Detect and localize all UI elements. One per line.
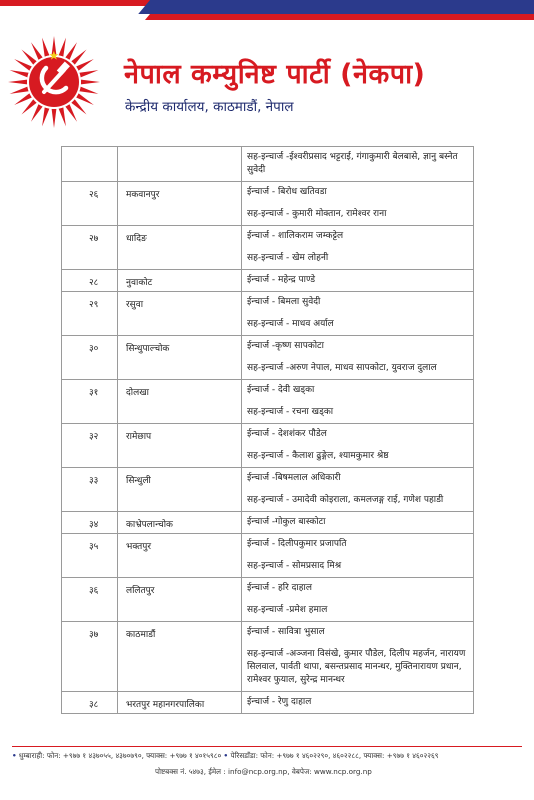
incharge-line: ईन्चार्ज - दिलीपकुमार प्रजापति xyxy=(247,539,347,549)
district-name: दोलखा xyxy=(118,380,242,424)
district-name: काभ्रेपलान्चोक xyxy=(118,512,242,534)
incharge-line: सह-इन्चार्ज - उमादेवी कोइराला, कमलजङ्ग राई, गणेश पहाडी xyxy=(247,495,444,505)
incharge-list xyxy=(242,692,474,714)
party-name: नेपाल कम्युनिष्ट पार्टी (नेकपा) xyxy=(124,59,426,90)
table-row xyxy=(62,622,474,692)
incharge-line: ईन्चार्ज -गोकुल बास्कोटा xyxy=(247,517,326,527)
incharge-list xyxy=(242,226,474,270)
table-row xyxy=(62,692,474,714)
bullet-icon: • xyxy=(12,751,17,760)
incharge-list xyxy=(242,468,474,512)
bullet-icon: • xyxy=(223,751,229,760)
incharge-line: ईन्चार्ज - देशशंकर पौडेल xyxy=(247,429,327,439)
footer-postbox: पोष्टबक्स नं. ५४७३, ईमेल : info@ncp.org.np, वेबपेज: www.ncp.org.np xyxy=(155,767,372,776)
incharge-line: सह-इन्चार्ज - खेम लोहनी xyxy=(247,253,329,263)
district-name: सिन्धुपाल्चोक xyxy=(118,336,242,380)
incharge-list xyxy=(242,182,474,226)
incharge-line: सह-इन्चार्ज -अञ्जना विसंखे, कुमार पौडेल, दिलीप महर्जन, नारायण xyxy=(247,649,466,659)
incharge-list xyxy=(242,512,474,534)
row-number: ३६ xyxy=(62,578,118,622)
incharge-line: ईन्चार्ज - हरि दाहाल xyxy=(247,583,312,593)
table-row xyxy=(62,578,474,622)
row-number: २९ xyxy=(62,292,118,336)
incharge-list xyxy=(242,270,474,292)
footer xyxy=(12,751,524,777)
row-number: ३७ xyxy=(62,622,118,692)
incharge-line: रामेश्वर फुयाल, सुरेन्द्र मानन्धर xyxy=(247,675,345,685)
table-row xyxy=(62,292,474,336)
row-number xyxy=(62,147,118,182)
incharge-line: सह-इन्चार्ज - माधव अर्याल xyxy=(247,319,334,329)
table-row xyxy=(62,336,474,380)
incharge-line: ईन्चार्ज -बिषमलाल अधिकारी xyxy=(247,473,341,483)
incharge-line: सह-इन्चार्ज - कुमारी मोक्तान, रामेश्वर राना xyxy=(247,209,387,219)
table-row xyxy=(62,147,474,182)
table-row xyxy=(62,380,474,424)
incharge-line: सह-इन्चार्ज - कैलाश ढुङ्गेल, श्यामकुमार श्रेष्ठ xyxy=(247,451,389,461)
table-row xyxy=(62,182,474,226)
row-number: ३८ xyxy=(62,692,118,714)
district-name: ललितपुर xyxy=(118,578,242,622)
party-logo-icon xyxy=(6,34,102,130)
district-name: सिन्धुली xyxy=(118,468,242,512)
incharge-line: ईन्चार्ज - शालिकराम जम्कट्टेल xyxy=(247,231,344,241)
district-name: भक्तपुर xyxy=(118,534,242,578)
incharge-line: ईन्चार्ज - देवी खड्का xyxy=(247,385,315,395)
district-name xyxy=(118,147,242,182)
incharge-list xyxy=(242,147,474,182)
band-red-right xyxy=(145,14,534,20)
incharge-line: ईन्चार्ज - बिरोध खतिवडा xyxy=(247,187,327,197)
incharge-list xyxy=(242,534,474,578)
incharge-line: सिलवाल, पार्वती थापा, बसन्तप्रसाद मानन्धर, मुक्तिनारायण प्रधान, xyxy=(247,662,462,672)
district-name: काठमाडौं xyxy=(118,622,242,692)
incharge-line: सह-इन्चार्ज -अरुण नेपाल, माधव सापकोटा, युवराज दुलाल xyxy=(247,363,437,373)
incharge-line: सह-इन्चार्ज - रचना खड्का xyxy=(247,407,334,417)
table-row xyxy=(62,534,474,578)
incharge-list xyxy=(242,578,474,622)
incharge-list xyxy=(242,336,474,380)
footer-divider xyxy=(12,746,522,747)
footer-contact-dhumbarahi: धुम्बाराही: फोन: +९७७ १ ४३७०५५, ४३७०७९०, फ्याक्स: +९७७ १ ४०१५९८० xyxy=(18,751,222,760)
table-row xyxy=(62,512,474,534)
table-row xyxy=(62,226,474,270)
incharge-line: सह-इन्चार्ज -ईश्वरीप्रसाद भट्टराई, गंगाकुमारी बेलबासे, ज्ञानु बस्नेत xyxy=(247,152,458,162)
incharge-line: ईन्चार्ज -कृष्ण सापकोटा xyxy=(247,341,324,351)
table-row xyxy=(62,468,474,512)
incharge-line: ईन्चार्ज - सावित्रा भुसाल xyxy=(247,627,325,637)
row-number: २७ xyxy=(62,226,118,270)
footer-contact-parisdanda: पेरिसडाँडा: फोन: +९७७ १ ४६०२२९०, ४६०२२८८, फ्याक्स: +९७७ १ ४६०२२६९ xyxy=(230,751,439,760)
row-number: ३० xyxy=(62,336,118,380)
incharge-list xyxy=(242,424,474,468)
incharge-line: सुवेदी xyxy=(247,165,266,175)
incharge-line: सह-इन्चार्ज - सोमप्रसाद मिश्र xyxy=(247,561,342,571)
incharge-list xyxy=(242,380,474,424)
row-number: ३२ xyxy=(62,424,118,468)
district-name: धादिङ xyxy=(118,226,242,270)
band-blue xyxy=(138,0,534,14)
district-name: मकवानपुर xyxy=(118,182,242,226)
incharge-list xyxy=(242,622,474,692)
table-row xyxy=(62,424,474,468)
row-number: ३५ xyxy=(62,534,118,578)
header-band xyxy=(0,0,534,24)
row-number: ३१ xyxy=(62,380,118,424)
incharge-line: ईन्चार्ज - बिमला सुवेदी xyxy=(247,297,321,307)
district-name: रसुवा xyxy=(118,292,242,336)
incharge-list xyxy=(242,292,474,336)
office-address: केन्द्रीय कार्यालय, काठमाडौं, नेपाल xyxy=(125,99,294,115)
district-name: नुवाकोट xyxy=(118,270,242,292)
row-number: २६ xyxy=(62,182,118,226)
incharge-line: सह-इन्चार्ज -प्रमेश हमाल xyxy=(247,605,328,615)
district-name: भरतपुर महानगरपालिका xyxy=(118,692,242,714)
row-number: २८ xyxy=(62,270,118,292)
incharge-line: ईन्चार्ज - महेन्द्र पाण्डे xyxy=(247,275,316,285)
district-name: रामेछाप xyxy=(118,424,242,468)
incharge-line: ईन्चार्ज - रेणु दाहाल xyxy=(247,697,312,707)
incharge-table xyxy=(61,146,474,714)
row-number: ३४ xyxy=(62,512,118,534)
table-row xyxy=(62,270,474,292)
row-number: ३३ xyxy=(62,468,118,512)
